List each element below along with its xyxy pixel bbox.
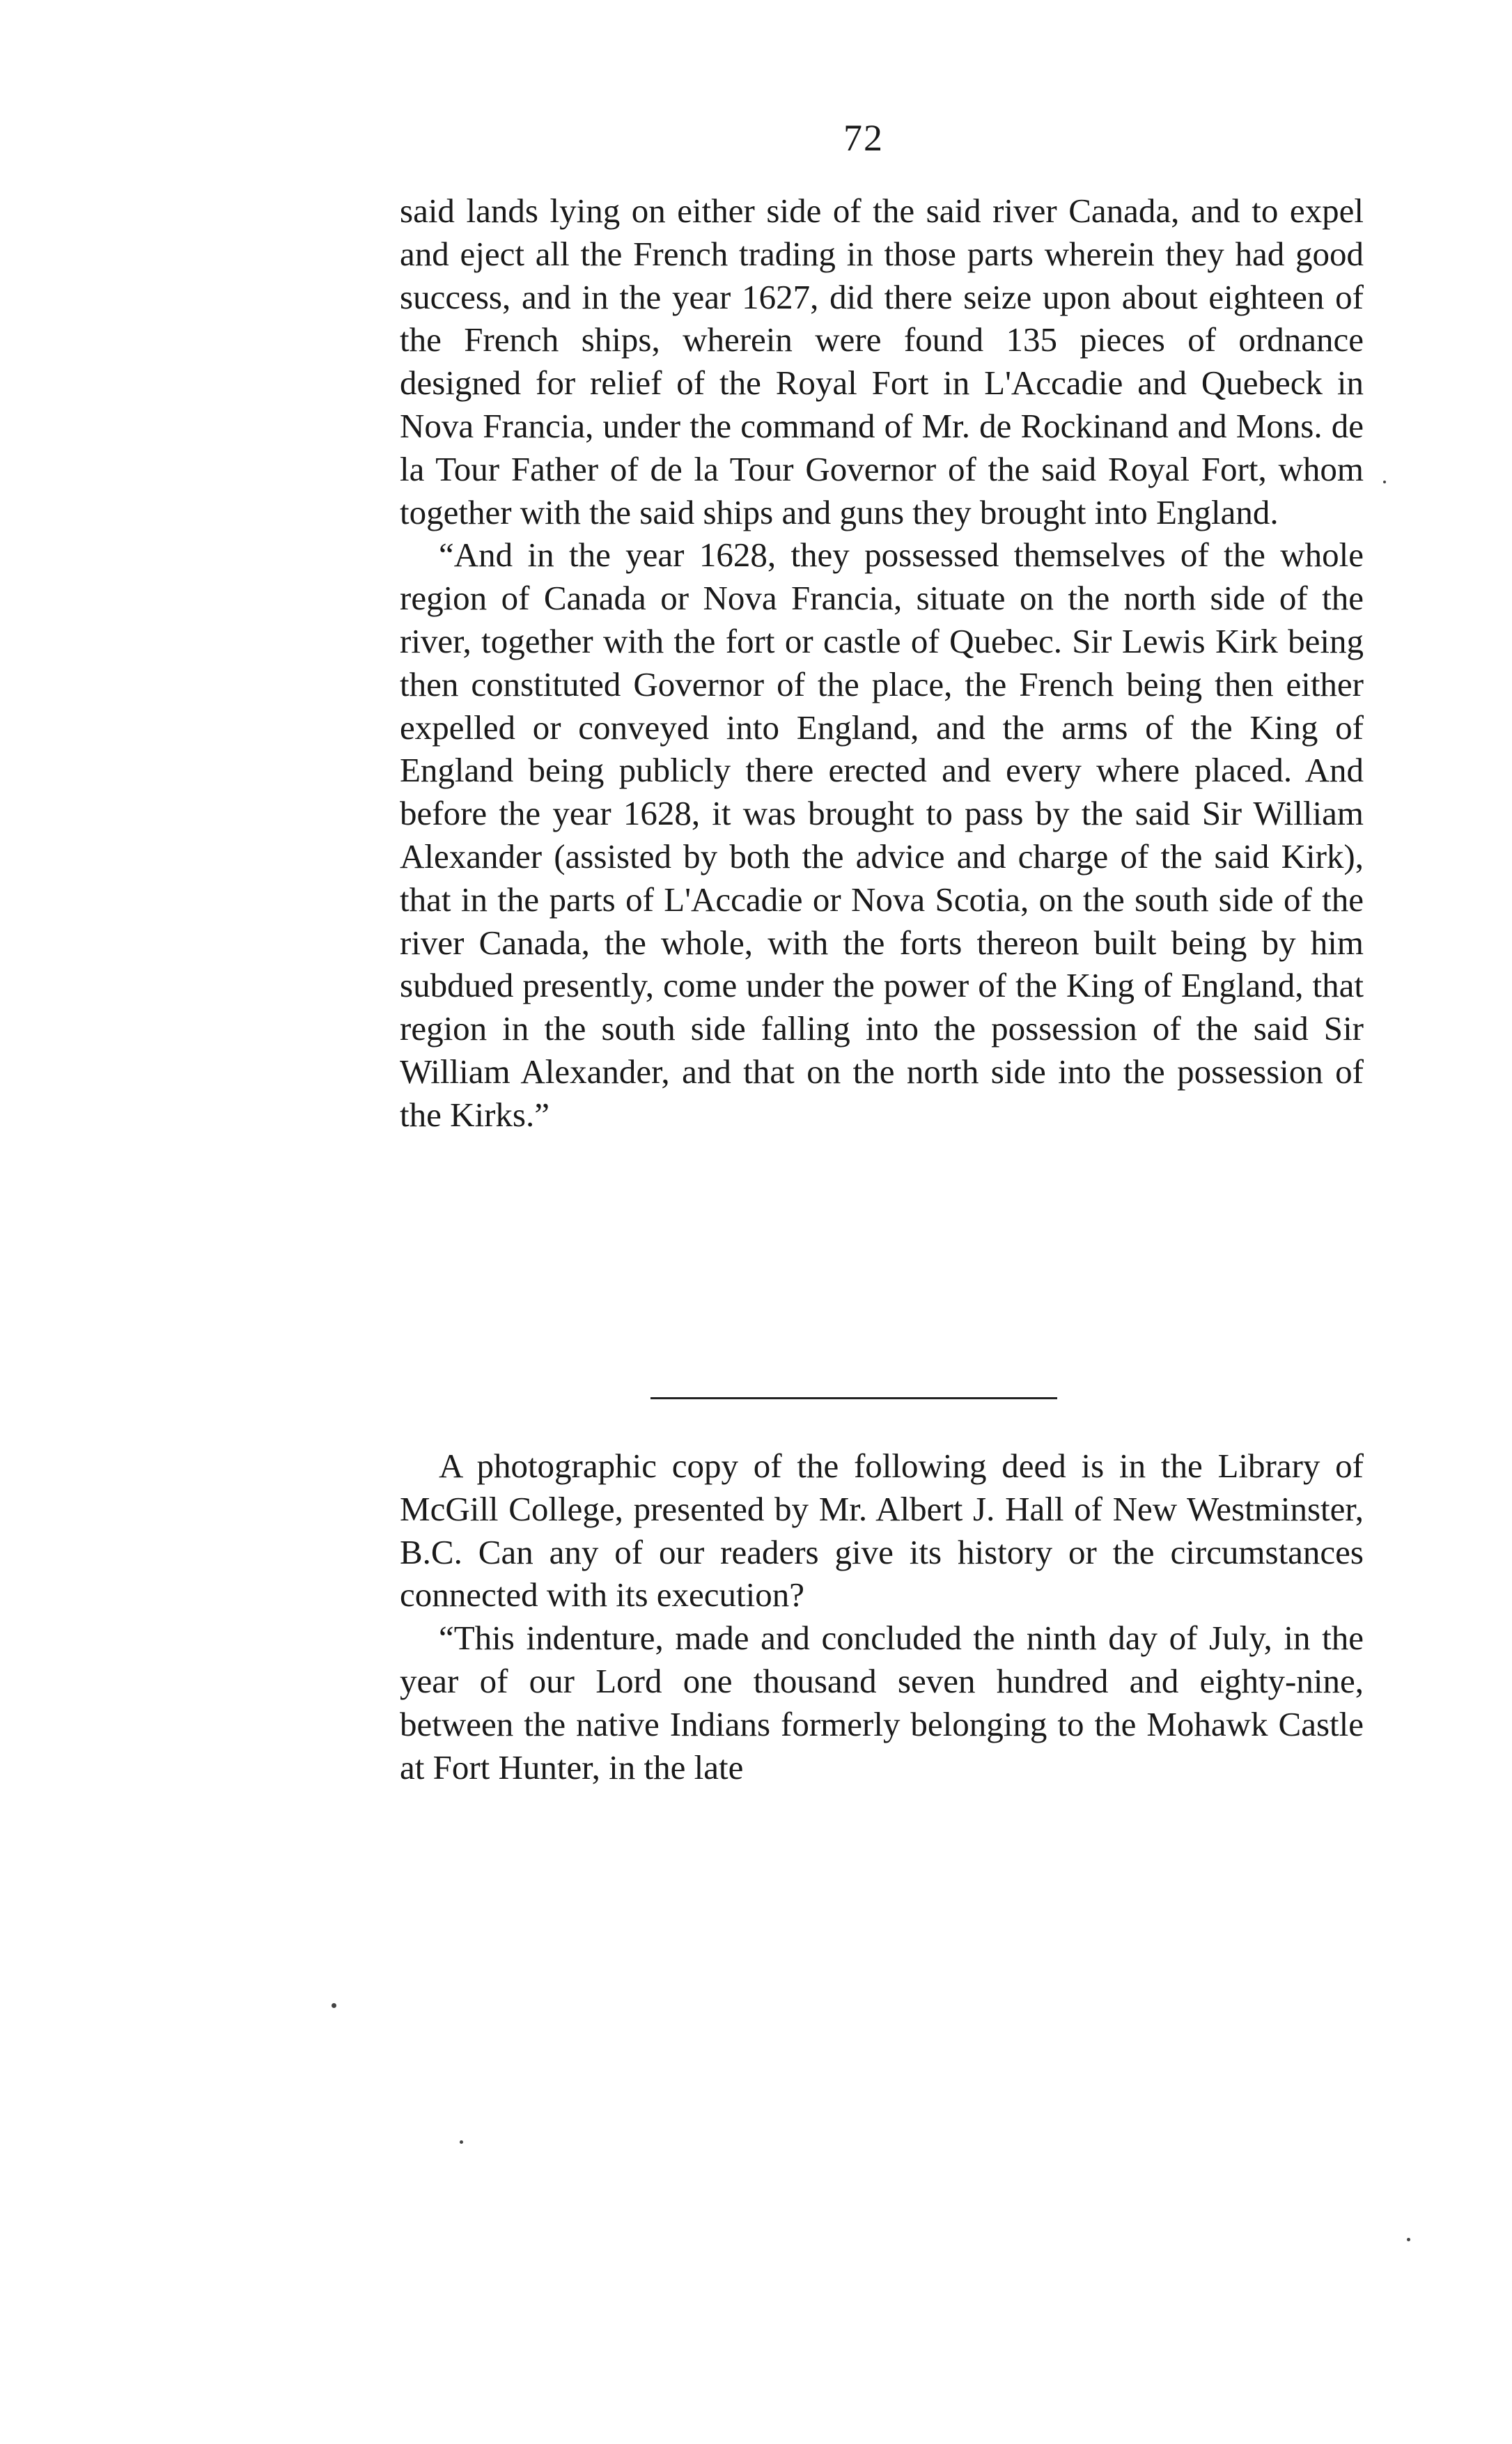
print-speck [1407, 2238, 1410, 2241]
section-divider [650, 1397, 1057, 1399]
body-text-upper [400, 189, 1364, 1137]
print-speck [1383, 481, 1386, 483]
print-speck [460, 2140, 463, 2144]
print-speck [332, 2003, 336, 2008]
body-text-lower [400, 1445, 1364, 1789]
paragraph: said lands lying on either side of the said river Canada, and to expel and eject all the French trading in those parts wherein they had good success, and in the year 1627, did there seize upon about eighteen of the French ships, wherein were found 135 pieces of ordnance designed for relief of the Royal Fort in L'Accadie and Quebeck in Nova Francia, under the command of Mr. de Rockinand and Mons. de la Tour Father of de la Tour Governor of the said Royal Fort, whom together with the said ships and guns they brought into England. [400, 192, 1364, 531]
paragraph: A photographic copy of the following deed is in the Library of McGill College, presented by Mr. Albert J. Hall of New Westminster, B.C. Can any of our readers give its history or the circumstances connected with its execution? [400, 1447, 1364, 1614]
paragraph: “And in the year 1628, they possessed themselves of the whole region of Canada or Nova Francia, situate on the north side of the river, together with the fort or castle of Quebec. Sir Lewis Kirk being then constituted Governor of the place, the French being then either expelled or conveyed into England, and the arms of the King of England being publicly there erected and every where placed. And before the year 1628, it was brought to pass by the said Sir William Alexander (assisted by both the advice and charge of the said Kirk), that in the parts of L'Accadie or Nova Scotia, on the south side of the river Canada, the whole, with the forts thereon built being by him subdued presently, come under the power of the King of England, that region in the south side falling into the possession of the said Sir William Alexander, and that on the north side into the possession of the Kirks.” [400, 536, 1364, 1134]
paragraph: “This indenture, made and concluded the ninth day of July, in the year of our Lord one thousand seven hundred and eighty-nine, between the native Indians formerly belonging to the Mohawk Castle at Fort Hunter, in the late [400, 1619, 1364, 1787]
page-number: 72 [843, 117, 884, 159]
